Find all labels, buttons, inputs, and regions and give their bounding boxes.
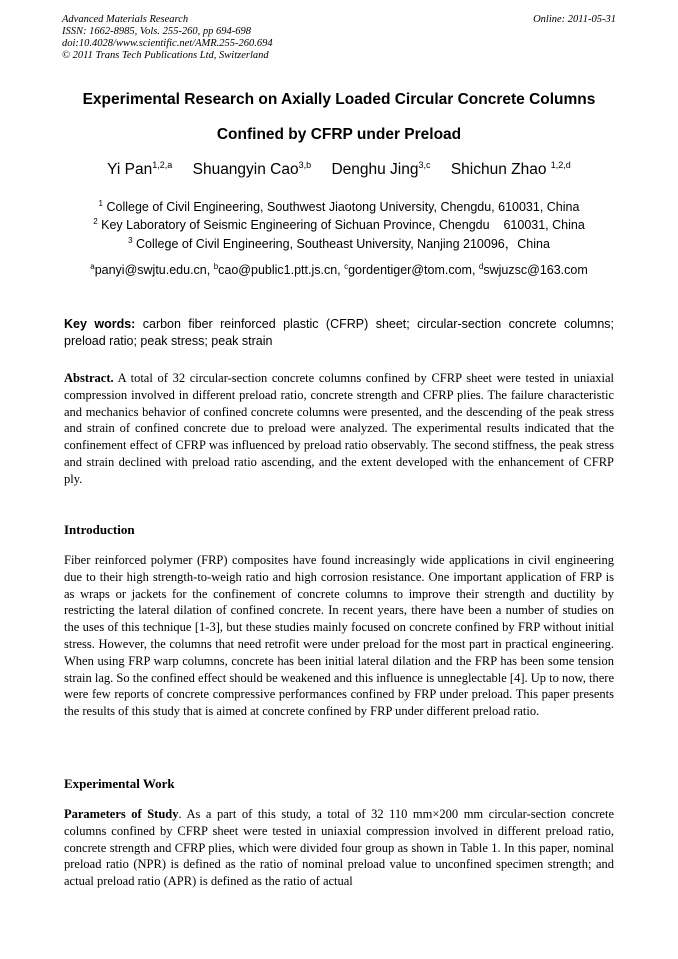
author-4: Shichun Zhao $^{1,2,d}$ xyxy=(450,160,571,179)
affiliation-3: $^3$ College of Civil Engineering, Southeast University, Nanjing 210096，China xyxy=(128,235,550,251)
email-a: panyi@swjtu.edu.cn, xyxy=(94,263,214,278)
affiliation-1: $^1$ College of Civil Engineering, Southwest Jiaotong University, Chengdu, 610031, China xyxy=(98,199,580,215)
email-c: gordentiger@tom.com, xyxy=(348,263,479,278)
keywords-label: Key words: xyxy=(64,317,136,331)
email-b: cao@public1.ptt.js.cn, xyxy=(218,263,345,278)
author-list xyxy=(0,160,678,179)
journal-name: Advanced Materials Research xyxy=(62,14,189,25)
keywords xyxy=(64,316,614,350)
parameters-paragraph xyxy=(64,806,614,890)
paper-title-line-2: Confined by CFRP under Preload xyxy=(216,126,462,143)
copyright-line: © 2011 Trans Tech Publications Ltd, Switzerland xyxy=(62,50,269,61)
introduction-text: Fiber reinforced polymer (FRP) composites have found increasingly wide applications in civil engineering due to their high strength-to-weigh ratio and high corrosion resistance. One important application of FRP is as wraps or jackets for the confinement of concrete columns to improve their strength and ductility by restricting the lateral dilation of confined concrete. In recent years, there have been a number of studies on the uses of this technique [1-3], but these studies mainly focused on concrete confined by FRP without initial stress. However, the columns that need retrofit were under preload for the most part in practical engineering. When using FRP warp columns, concrete has been initial lateral dilation and the FRP has been some tension strain lag. So the confined effect should be weakened and this influence is unneglectable [4]. Up to now, there were few reports of concrete compressive performances confined by FRP under preload. This paper presents the results of this study that is aimed at concrete confined by FRP under different preload ratio. xyxy=(64,553,614,719)
keywords-text: carbon fiber reinforced plastic (CFRP) sheet; circular-section concrete columns; preload ratio; peak stress; peak strain xyxy=(64,317,614,348)
doi-line: doi:10.4028/www.scientific.net/AMR.255-260.694 xyxy=(62,38,273,49)
affiliation-2: $^2$ Key Laboratory of Seismic Engineering of Sichuan Province, Chengdu 610031, China xyxy=(93,217,585,233)
issn-line: ISSN: 1662-8985, Vols. 255-260, pp 694-698 xyxy=(62,26,251,37)
parameters-label: Parameters of Study xyxy=(64,807,179,821)
abstract xyxy=(64,370,614,488)
abstract-label: Abstract. xyxy=(64,371,114,385)
author-emails: $^a$panyi@swjtu.edu.cn, $^b$cao@public1.ptt.js.cn, $^c$gordentiger@tom.com, $^d$swjuzsc@163.com xyxy=(90,262,588,278)
author-3: Denghu Jing$^{3,c}$ xyxy=(331,160,431,179)
author-1: Yi Pan$^{1,2,a}$ xyxy=(107,160,173,179)
abstract-text: A total of 32 circular-section concrete columns confined by CFRP sheet were tested in uniaxial compression involved in different preload ratio, concrete strength and CFRP plies. The failure characteristic and mechanics behavior of confined concrete columns were presented, and the descending of the peak stress and strain of confined concrete due to preload were analyzed. The experimental results indicated that the confinement effect of CFRP was influenced by preload ratio observably. The second stiffness, the peak stress and strain declined with preload ratio ascending, and the extent developed with the enhancement of CFRP ply. xyxy=(64,371,614,486)
header-meta xyxy=(62,14,616,62)
introduction-heading: Introduction xyxy=(64,522,135,537)
email-d: swjuzsc@163.com xyxy=(483,263,588,278)
experimental-heading: Experimental Work xyxy=(64,776,175,791)
online-date: Online: 2011-05-31 xyxy=(533,14,616,25)
author-2: Shuangyin Cao$^{3,b}$ xyxy=(192,160,312,179)
paper-title-line-1: Experimental Research on Axially Loaded Circular Concrete Columns xyxy=(82,91,596,108)
parameters-text: . As a part of this study, a total of 32 110 mm×200 mm circular-section concrete columns confined by CFRP sheet were tested in uniaxial compression involved in different preload ratio, concrete strength and CFRP plies, which were divided four group as shown in Table 1. In this paper, nominal preload ratio (NPR) is defined as the ratio of nominal preload value to unconfined specimen strength; and actual preload ratio (APR) is defined as the ratio of actual xyxy=(64,807,614,889)
